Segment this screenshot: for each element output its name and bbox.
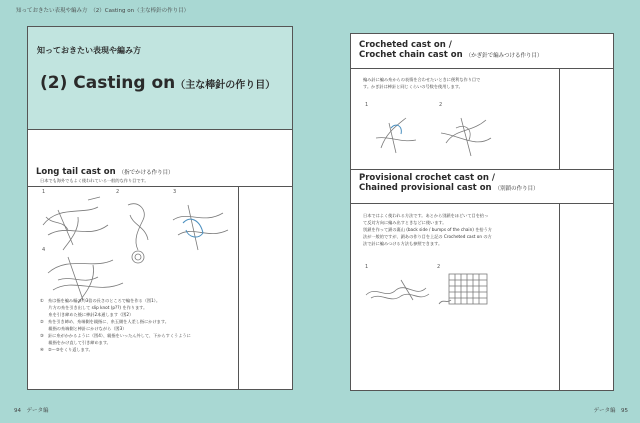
page-footer-right: データ編 95 — [593, 408, 628, 414]
instruction-line: 糸を引き締めた後に棒針2本通します（図2） — [40, 312, 134, 317]
step-label: 1 — [365, 264, 369, 270]
section-title-line: Provisional crochet cast on / — [359, 173, 495, 183]
illustration-step-3 — [173, 205, 228, 250]
description-line: 編み針に編み糸からの表情を合わせたいときに便利な作り目で — [363, 77, 481, 82]
section-title-line — [359, 50, 543, 60]
page-title-jp: （主な棒針の作り目） — [175, 80, 276, 91]
section-title-en: Long tail cast on — [36, 167, 116, 177]
column-divider — [238, 187, 239, 390]
instruction-line: 親指をかけ直して引き締めます。 — [40, 340, 111, 345]
description-line: 別鎖を作って鎖の裏山 (back side / bumps of the chain) を拾う方 — [363, 227, 492, 232]
section-title-line: Crocheted cast on / — [359, 40, 452, 50]
instruction-line: ④ ②〜③をくり返します。 — [40, 347, 93, 352]
left-page — [27, 26, 293, 390]
page-title — [40, 73, 275, 93]
step-label: 2 — [437, 264, 441, 270]
illustration-crochet-2 — [441, 118, 491, 156]
description-line: す。かぎ針は棒針と同じくらいの号数を使用します。 — [363, 84, 463, 89]
section-title-en: Crochet chain cast on — [359, 50, 463, 60]
step-label: 1 — [42, 189, 46, 195]
description-line: 法が一般的ですが、鎖あの作り目を上記の Crocheted cast on の方 — [363, 234, 492, 239]
section-title-en: Chained provisional cast on — [359, 183, 492, 193]
instruction-line: ① 糸は指を編み幅の約3倍の長さのところで輪を作る（図1）。 — [40, 298, 161, 303]
section-title-long-tail — [36, 167, 174, 177]
column-divider — [559, 204, 560, 391]
section-head-crocheted — [351, 34, 613, 69]
right-page — [350, 33, 614, 391]
section-title-jp: （指でかける作り目） — [118, 170, 174, 176]
section-title-provisional — [359, 173, 539, 193]
provisional-description — [363, 212, 492, 247]
instruction-line: 親指の糸端側と棒針にかけながら（図3） — [40, 326, 127, 331]
description-line: て反対方向に編み出すときなどに使います。 — [363, 220, 447, 225]
illustration-chain — [366, 280, 429, 300]
column-divider — [559, 69, 560, 169]
instruction-line: 片方の糸を引き出して slip knot (p??) を作ります。 — [40, 305, 148, 310]
page-footer-left: 94 データ編 — [14, 408, 49, 414]
section-title-jp: （別鎖の作り目） — [494, 186, 539, 192]
title-band — [28, 27, 292, 130]
instruction-line: ③ 針に糸がかかるように（図4）、親指をいったん外して、下からすくうように — [40, 333, 191, 338]
step-label: 3 — [173, 189, 177, 195]
running-header: 知っておきたい表現や編み方 （2）Casting on（主な棒針の作り目） — [16, 8, 190, 14]
section-title-crocheted — [359, 40, 543, 60]
crocheted-description — [363, 76, 480, 90]
illustration-step-2 — [128, 204, 148, 263]
section-title-jp: （かぎ針で編みつける作り目） — [465, 53, 543, 59]
instruction-line: ② 糸を引き締め、糸端側を親指に、糸玉側を人差し指にかけます。 — [40, 319, 169, 324]
instruction-list — [40, 297, 191, 353]
step-label: 4 — [42, 247, 46, 253]
description-line: 法で針に編みつける方法も参照できます。 — [363, 241, 443, 246]
illustration-swatch — [439, 274, 487, 304]
page-title-main: (2) Casting on — [40, 73, 176, 93]
step-label: 1 — [365, 102, 369, 108]
description-line: 日本ではよく使われる方法です。あとから別鎖をほどいて目を拾っ — [363, 213, 489, 218]
section-title-line — [359, 183, 539, 193]
provisional-illustrations — [361, 270, 551, 310]
long-tail-illustrations — [38, 195, 233, 305]
divider — [28, 129, 292, 130]
crocheted-illustrations — [361, 108, 551, 163]
illustration-crochet-1 — [376, 118, 416, 153]
illustration-step-1 — [43, 197, 108, 250]
section-head-provisional — [351, 169, 613, 204]
intro-text: 日本でも海外でもよく使われている一般的な作り目です。 — [40, 178, 149, 183]
step-label: 2 — [439, 102, 443, 108]
page-subhead: 知っておきたい表現や編み方 — [37, 46, 141, 55]
step-label: 2 — [116, 189, 120, 195]
